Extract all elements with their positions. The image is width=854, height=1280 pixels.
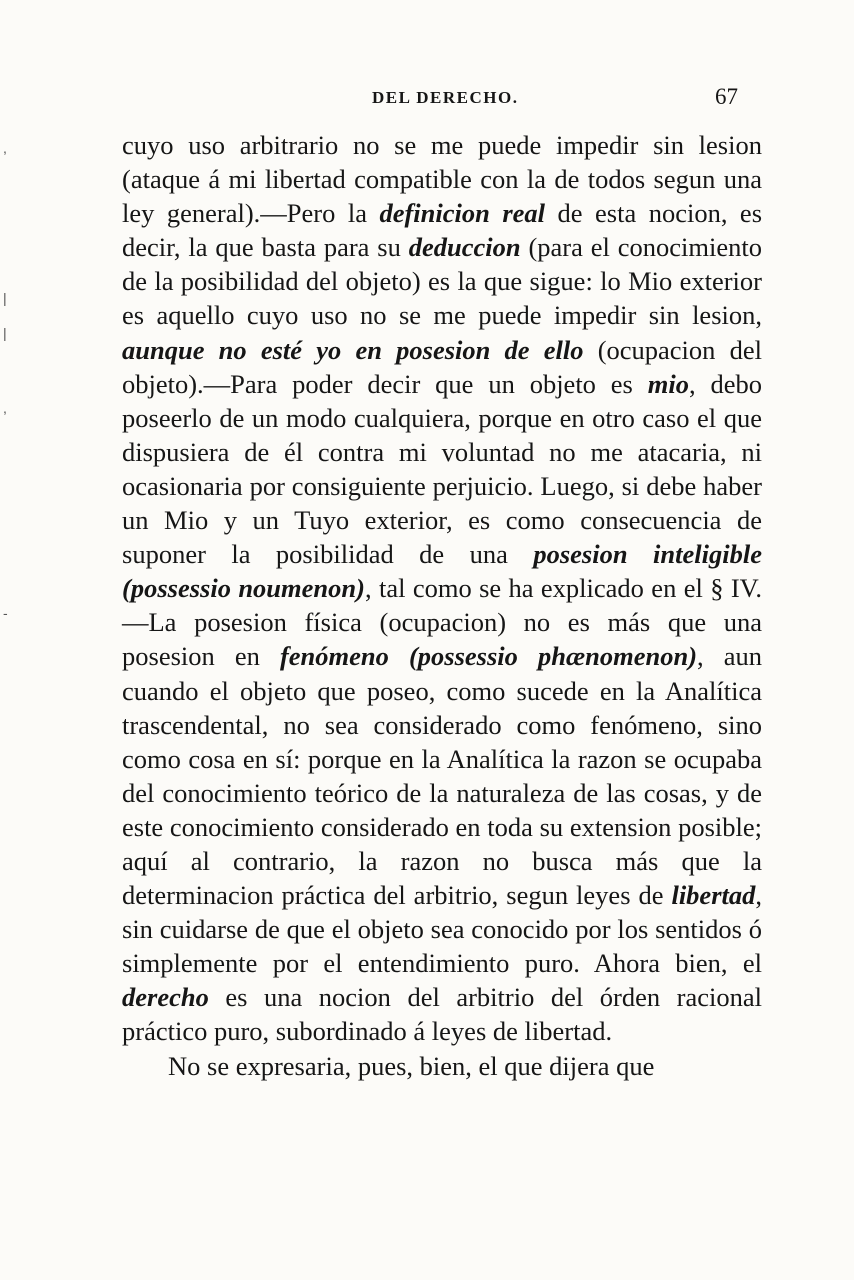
text-span: (ocupacion del objeto).—Para poder decir que un objeto es: [122, 334, 762, 399]
emphasis: deduccion: [408, 232, 521, 263]
emphasis: posesion inteligible (possessio noumenon): [122, 539, 762, 604]
text-span: , aun cuando el objeto que poseo, como sucede en la Analítica trascendental, no sea considerado como fenómeno, sino como cosa en sí: porque en la Analítica la razon se ocupaba del conocimiento teórico de la naturaleza de las cosas, y de este conocimiento considerado en toda su extension posible; aquí al contrario, la razon no busca más que la determinacion práctica del arbitrio, segun leyes de: [122, 641, 762, 911]
text-span: , sin cuidarse de que el objeto sea conocido por los sentidos ó simplemente por el entendimiento puro. Ahora bien, el: [122, 880, 762, 979]
emphasis: aunque no esté yo en posesion de ello: [122, 334, 584, 365]
text-span: , debo poseerlo de un modo cualquiera, porque en otro caso el que dispusiera de él contra mi voluntad no me atacaria, ni ocasionaria por consiguiente perjuicio. Luego, si debe haber un Mio y un Tuyo exterior, es como consecuencia de suponer la posibilidad de una: [122, 368, 762, 570]
emphasis: definicion real: [379, 198, 546, 229]
emphasis: fenómeno (possessio phænomenon): [279, 641, 698, 672]
edge-mark: |: [3, 290, 7, 306]
text-span: No se expresaria, pues, bien, el que dijera que: [168, 1050, 655, 1081]
edge-mark: ,: [3, 400, 7, 416]
edge-mark: |: [3, 325, 7, 341]
paragraph-2: [122, 1049, 762, 1083]
text-span: (para el conocimiento de la posibilidad del objeto) es la que sigue: lo Mio exterior es aquello cuyo uso no se me puede impedir sin lesion,: [122, 232, 762, 331]
edge-mark: ,: [3, 140, 7, 156]
edge-mark: -: [3, 605, 8, 621]
page-header: [122, 84, 762, 116]
running-title: DEL DERECHO.: [372, 88, 519, 107]
body-text: [122, 128, 762, 1083]
emphasis: derecho: [122, 982, 209, 1013]
page-edge-bleedthrough: [0, 0, 20, 1280]
emphasis: libertad: [671, 880, 756, 911]
paragraph-1: [122, 128, 762, 1049]
text-span: , tal como se ha explicado en el § IV.—La posesion física (ocupacion) no es más que una posesion en: [122, 573, 762, 672]
emphasis: mio: [647, 368, 689, 399]
text-span: cuyo uso arbitrario no se me puede impedir sin lesion (ataque á mi libertad compatible con la de todos segun una ley general).—Pero la: [122, 130, 762, 229]
text-span: de esta nocion, es decir, la que basta para su: [122, 198, 763, 263]
text-span: es una nocion del arbitrio del órden racional práctico puro, subordinado á leyes de libertad.: [122, 982, 762, 1047]
page-number: 67: [715, 84, 738, 109]
